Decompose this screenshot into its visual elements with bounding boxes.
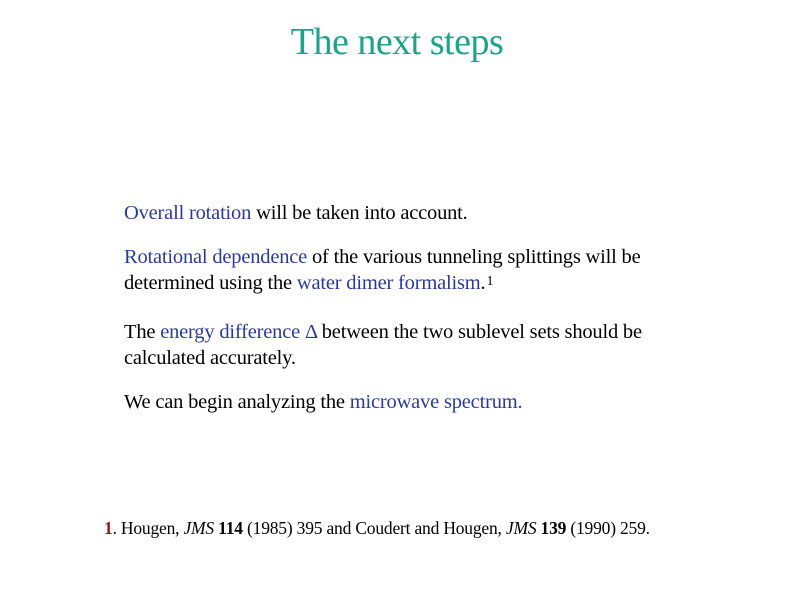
bullet-text-end: .	[480, 272, 486, 294]
bullet-energy-difference	[124, 319, 704, 371]
bullet-text-pre: The	[124, 321, 161, 343]
footnote-text: (1990) 259.	[566, 518, 650, 538]
bullet-text: between the two sublevel sets should be calculated accurately.	[124, 321, 642, 369]
volume-number: 114	[213, 518, 243, 538]
highlight-energy-difference: energy difference	[160, 321, 301, 343]
bullet-overall-rotation	[124, 200, 704, 226]
bullet-text-pre: We can begin analyzing the	[124, 391, 350, 413]
highlight-rotational-dependence: Rotational dependence	[124, 246, 308, 268]
bullet-microwave-spectrum	[124, 389, 704, 415]
bullet-list	[124, 200, 704, 415]
bullet-text: of the various tunneling splittings will be determined using the	[124, 246, 641, 294]
highlight-microwave-spectrum: microwave spectrum.	[349, 391, 523, 413]
journal-abbrev: JMS	[505, 518, 537, 538]
bullet-rotational-dependence	[124, 244, 704, 299]
delta-symbol: Δ	[300, 321, 317, 343]
footnote-number: 1	[104, 518, 113, 538]
highlight-overall-rotation: Overall rotation	[124, 202, 252, 224]
journal-abbrev: JMS	[183, 518, 214, 538]
highlight-water-dimer-formalism: water dimer formalism	[296, 272, 481, 294]
volume-number: 139	[536, 518, 567, 538]
footnote-text: . Hougen,	[112, 518, 184, 538]
bullet-text: will be taken into account.	[251, 202, 468, 224]
footnote	[104, 518, 744, 539]
footnote-reference: 1	[486, 274, 494, 289]
footnote-text: (1985) 395 and Coudert and Hougen,	[242, 518, 506, 538]
slide-title: The next steps	[290, 21, 504, 63]
